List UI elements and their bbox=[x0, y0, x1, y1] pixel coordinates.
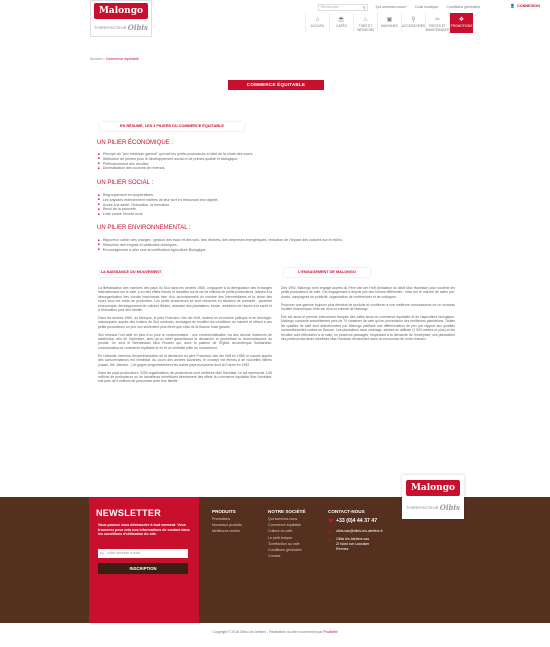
gift-icon: ❖ bbox=[458, 17, 465, 23]
copyright-link[interactable]: ProdWeb bbox=[323, 630, 338, 634]
nav-item-machines[interactable]: ▣ MACHINES bbox=[377, 13, 401, 33]
list-item: ■ Les paysans redeviennent maîtres de leur sort en retrouvant leur dignité. bbox=[98, 198, 218, 203]
list-item: ■ Principe du "prix minimum garanti" qui met les petits producteurs à l'abri de la chute des cours. bbox=[98, 152, 253, 157]
engagement-text: Dès 1992, Malongo s'est engagé auprès du Père van der Hoff (fondateur du label Max Havelaar) pour soutenir les petits producteurs de café. Cet engagement a depuis pris des formes différentes : mise sur le marché de cafés pré-dosés, campagnes de publicité, organisation de conférences et de colloques. Proposer une gamme toujours plus étendue de produits et contribuer à une meilleure connaissance de ce nouveau modèle économique, telle est donc la volonté de Malongo. Elle est aussi le premier intervenant français des cafés issus du commerce équitable et de l'agriculture biologique. Malongo consacre annuellement près de 70 container de café qui en provenance des meilleures plantations. Toutes les qualités de café sont sélectionnées par Malongo justifiant une différenciation de prix par rapport aux qualités conventionnelles cotées en Bourse. Les plantations sous ombrage, situées en altitude (1 500 mètres et plus) et les récoltes sont effectuées à la main, en plusieurs passages, respectant à la demande de l'entreprise, ces plantations des petits producteurs labellisés Max Havelaar réinscrivent dans un renouveau de notre réseaux. bbox=[281, 286, 455, 342]
pilier-economique-title: UN PILIER ÉCONOMIQUE : bbox=[97, 140, 174, 146]
list-item: ■ Diversification des sources de revenus. bbox=[98, 166, 253, 171]
naissance-heading: LA NAISSANCE DU MOUVEMENT bbox=[100, 268, 162, 277]
breadcrumb-home[interactable]: Accueil bbox=[90, 57, 102, 61]
footer-link[interactable]: Contact bbox=[268, 554, 281, 559]
site-header bbox=[0, 0, 550, 40]
login-link[interactable]: 👤 CONNEXION bbox=[510, 3, 540, 8]
pilier-social-list bbox=[98, 193, 218, 217]
nav-item-accueil[interactable]: ⌂ ACCUEIL bbox=[305, 13, 329, 33]
coffee-icon: ☕ bbox=[337, 17, 346, 23]
footer-link[interactable]: Torréfaction au café bbox=[268, 541, 300, 546]
list-item: ■ Préfinancement des récoltes. bbox=[98, 162, 253, 167]
newsletter-title: NEWSLETTER bbox=[96, 508, 161, 518]
nav-item-promotions[interactable]: ❖ PROMOTIONS bbox=[449, 13, 473, 33]
main-nav bbox=[305, 13, 473, 33]
contact-address: ⌖ Olbis les Ateliers sas Zi Nord rue Lavoisier Rennes bbox=[328, 537, 370, 551]
logo-wordmark: Malongo bbox=[406, 480, 460, 496]
user-icon: 👤 bbox=[510, 4, 515, 8]
util-link-about[interactable]: Qui sommes-nous? bbox=[375, 5, 407, 9]
utility-bar bbox=[318, 3, 480, 11]
footer-link[interactable]: Commerce équitable bbox=[268, 523, 302, 528]
pilier-environnemental-list bbox=[98, 238, 458, 252]
tools-icon: ✂ bbox=[434, 17, 441, 23]
logo-wordmark: Malongo bbox=[94, 3, 148, 19]
footer-link[interactable]: Culture du café bbox=[268, 529, 293, 534]
newsletter-email-input[interactable]: ✉ Votre adresse e-mail bbox=[98, 549, 188, 558]
summary-heading: EN RÉSUMÉ, LES 3 PILIERS DU COMMERCE ÉQUITABLE bbox=[100, 122, 244, 131]
mail-icon: ✉ bbox=[100, 551, 104, 556]
email-icon: ✉ bbox=[328, 529, 332, 534]
footer-products-title: PRODUITS bbox=[212, 509, 236, 514]
list-item: ■ Accès à la santé, l'éducation, la formation. bbox=[98, 203, 218, 208]
search-icon[interactable]: ⚲ bbox=[362, 4, 366, 10]
nav-item-pieces[interactable]: ✂ PIÈCES ET MAINTENANCE bbox=[425, 13, 449, 33]
list-item: ■ Encouragement à aller vers la certification Agriculture Biologique. bbox=[98, 248, 458, 253]
footer-link[interactable]: Le petit lexique bbox=[268, 535, 293, 540]
list-item: ■ Réduction des engrais et pesticides chimiques. bbox=[98, 243, 458, 248]
footer-products-list bbox=[212, 516, 242, 535]
list-item: ■ Attribution de primes pour le développement social et de primes qualité et biologique. bbox=[98, 157, 253, 162]
breadcrumb: Accueil > Commerce équitable bbox=[90, 57, 139, 61]
footer-logo[interactable] bbox=[402, 475, 464, 519]
footer-company-list bbox=[268, 516, 302, 559]
engagement-heading: L'ENGAGEMENT DE MALONGO bbox=[284, 268, 370, 277]
newsletter-subscribe-button[interactable]: INSCRIPTION bbox=[98, 563, 188, 574]
nav-item-thes[interactable]: ♨ THÉS ET INFUSIONS bbox=[353, 13, 377, 33]
footer-contact-title: CONTACT-NOUS bbox=[328, 509, 365, 514]
newsletter-text: Vous pouvez vous désinscrire à tout moment. Vous trouverez pour cela nos informations de contact dans les conditions d'utilisation du site. bbox=[98, 523, 190, 537]
home-icon: ⌂ bbox=[315, 17, 320, 23]
location-icon: ⌖ bbox=[328, 537, 331, 542]
phone-icon: ☎ bbox=[328, 518, 334, 523]
footer-link[interactable]: Qui sommes-nous bbox=[268, 517, 298, 521]
footer-link[interactable]: Promotions bbox=[212, 517, 231, 521]
nav-item-accessoires[interactable]: ⚲ ACCESSOIRES bbox=[401, 13, 425, 33]
logo[interactable] bbox=[90, 0, 152, 37]
util-link-terms[interactable]: Conditions générales bbox=[446, 5, 480, 9]
tea-icon: ♨ bbox=[362, 17, 369, 23]
naissance-text: La libéralisation des marchés des pays du Sud dans les années 1980, conjuguée à la dérégulation des échanges internationaux sur le café, a eu des effets directs et durables sur la vie de millions de petits producteurs, laissés à la désorganisation des circuits marchands bien d'un accroissement du nombre des intermédiaires et la chute des cours sous les coûts de production. Les petits producteurs se sont retrouvés en situation de précarité : pauvreté économique, développement de cultures illicites, abandon des plantations, exode, restriction de l'accès à la santé et à l'éducation pour leur famille. Dans les années 1980, au Mexique, le père Francisco Van der Hoff, docteur en économie politique et en théologie, missionnaire auprès des Indiens du Sud mexicain, envisagea de modifier les conditions du marché et offrant à ces petits producteurs un prix non seulement plus élevé que celui de la Bourse mais garanti. Ses réseaux l'ont aidé en plus d'un pour le consommateur : une commercialisation via des circuits modernes de distribution afin de l'optimiser, ainsi qu'un label garantissant la démarche et permettant la reconnaissance du produit. Ce sera le Néerlandais Nico Roozen qui, avec le pasteur de l'Église œcuménique Solidaridad, conceptualisa ce commerce équitable et en fit un véritable pilier du mouvement. En Hollande, berceau d'expérimentation de la démarche du père Francisco Van der Hoff en 1988, le succès auprès des consommateurs est immédiat. Au cours des années suivantes, le concept est étendu à de nouvelles filières (cacao, thé, banane…) et gagne progressivement les autres pays européens dont la France en 1992. Dans les pays producteurs, 3250 organisations de producteurs sont certifiées Max Havelaar, ce qui représente 1,65 millions de producteurs ou de travailleurs bénéficiant directement des effets du commerce équitable Max Havelaar, soit près de 6 millions de personnes avec leur famille. bbox=[98, 286, 272, 384]
list-item: ■ Recul de la pauvreté. bbox=[98, 207, 218, 212]
pilier-economique-list bbox=[98, 152, 253, 171]
footer-link[interactable]: Meilleures ventes bbox=[212, 529, 240, 534]
accessories-icon: ⚲ bbox=[411, 17, 416, 23]
list-item: ■ Regroupement en coopératives. bbox=[98, 193, 218, 198]
footer-link[interactable]: Conditions générales bbox=[268, 548, 302, 553]
logo-subline: TORREFACTEUR Olbis bbox=[406, 503, 460, 512]
footer-link[interactable]: Nouveaux produits bbox=[212, 523, 242, 528]
page-title: COMMERCE ÉQUITABLE bbox=[228, 80, 324, 90]
footer-company-title: NOTRE SOCIÉTÉ bbox=[268, 509, 306, 514]
contact-email[interactable]: ✉ olbis.sas@olbis-les-ateliers.fr bbox=[328, 529, 383, 534]
machine-icon: ▣ bbox=[386, 17, 393, 23]
util-link-shop-code[interactable]: Code boutique bbox=[414, 5, 439, 9]
list-item: ■ Lutte contre l'exode rural. bbox=[98, 212, 218, 217]
breadcrumb-current: Commerce équitable bbox=[105, 57, 139, 61]
pilier-environnemental-title: UN PILIER ENVIRONNEMENTAL : bbox=[97, 225, 191, 231]
search-input[interactable]: Rechercher ⚲ bbox=[318, 4, 368, 11]
copyright: Copyright © 2018 Olbis Les Ateliers - Réalisation du site e-commerce par ProdWeb bbox=[212, 630, 338, 634]
list-item: ■ Rigoureux cahier des charges : gestion des eaux et des sols, des déchets, des dépenses énergétiques, réduction de l'impact des cultures sur le milieu. bbox=[98, 238, 458, 243]
contact-phone[interactable]: ☎ +33 (0)4 44 37 47 bbox=[328, 518, 378, 524]
nav-item-cafes[interactable]: ☕ CAFÉS bbox=[329, 13, 353, 33]
logo-subline: TORREFACTEUR Olbis bbox=[94, 23, 148, 32]
pilier-social-title: UN PILIER SOCIAL : bbox=[97, 180, 154, 186]
